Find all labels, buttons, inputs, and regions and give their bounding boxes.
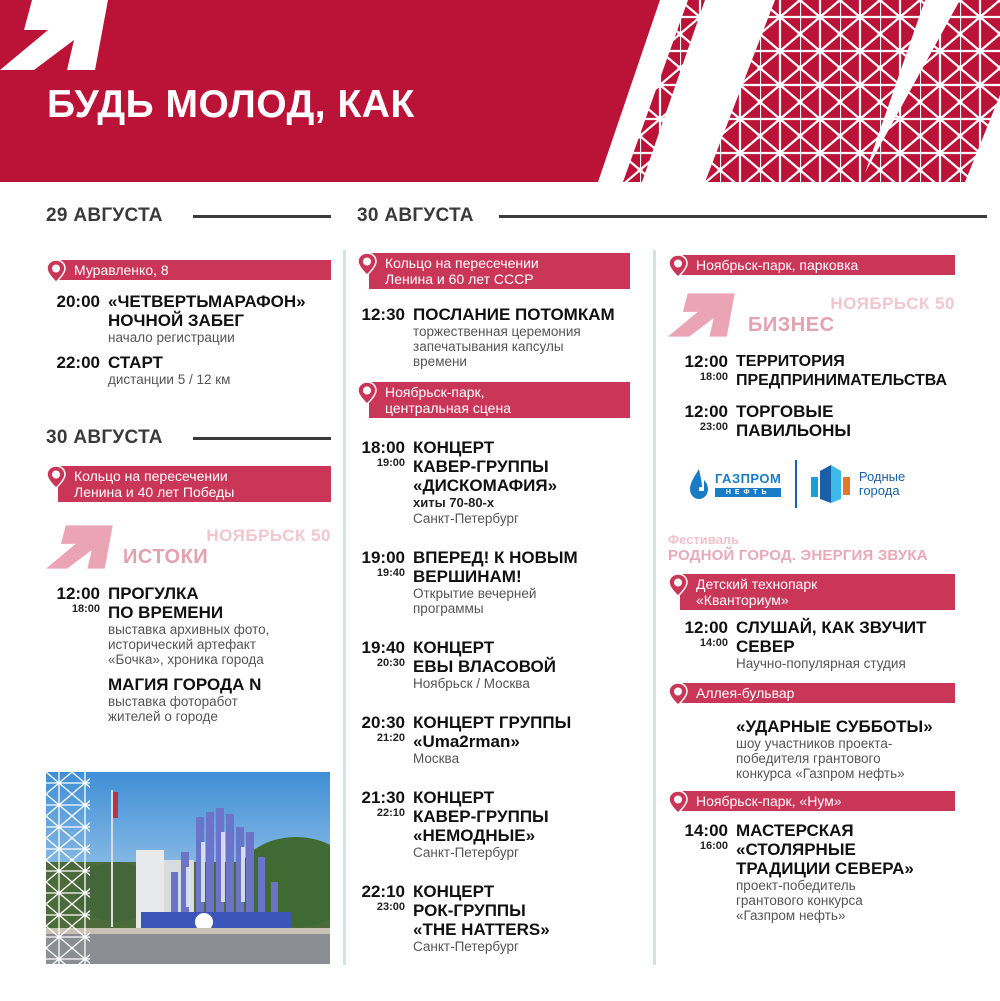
event-desc: выставка архивных фото, исторический артефакт «Бочка», хроника города xyxy=(108,622,270,667)
event-title: СЛУШАЙ, КАК ЗВУЧИТ СЕВЕР xyxy=(736,618,927,656)
event-end-time: 23:00 xyxy=(376,901,405,913)
rodnye-goroda-logo xyxy=(811,465,905,503)
event-title: МАСТЕРСКАЯ «СТОЛЯРНЫЕ ТРАДИЦИИ СЕВЕРА» xyxy=(736,821,914,878)
event-desc: Санкт-Петербург xyxy=(413,939,519,954)
event-end-time: 16:00 xyxy=(699,840,728,852)
date-heading-30 xyxy=(46,427,331,449)
event-item xyxy=(666,352,955,390)
event-item xyxy=(666,717,955,781)
event-item xyxy=(38,353,331,387)
column-divider-right xyxy=(653,250,656,965)
date-label: 29 АВГУСТА xyxy=(46,205,163,226)
event-desc: Открытие вечерней программы xyxy=(413,586,537,616)
event-start-time: 12:00 xyxy=(684,402,728,421)
ya-arrow-brand-icon xyxy=(46,524,114,570)
event-start-time: 12:00 xyxy=(56,584,100,603)
event-end-time: 21:20 xyxy=(376,732,405,744)
event-item xyxy=(38,292,331,345)
event-item xyxy=(343,788,630,860)
location-tag xyxy=(357,253,630,289)
event-desc: Научно-популярная студия xyxy=(736,656,906,671)
event-title: КОНЦЕРТ ГРУППЫ «Uma2rman» xyxy=(413,713,572,751)
location-tag xyxy=(668,791,955,811)
monument-photo xyxy=(46,772,330,964)
event-desc: Ноябрьск / Москва xyxy=(413,676,530,691)
event-title: КОНЦЕРТ ЕВЫ ВЛАСОВОЙ xyxy=(413,638,556,676)
location-tag xyxy=(668,683,955,703)
location-tag xyxy=(46,260,331,280)
event-end-time: 20:30 xyxy=(376,657,405,669)
location-pin-icon xyxy=(668,573,688,597)
location-label: Кольцо на пересечении Ленина и 60 лет СССР xyxy=(369,253,630,289)
date-label: 30 АВГУСТА xyxy=(46,427,163,448)
event-start-time: 18:00 xyxy=(361,438,405,457)
event-start-time: 22:00 xyxy=(56,353,100,372)
location-tag xyxy=(668,255,955,275)
brand-line1: НОЯБРЬСК 50 xyxy=(206,526,331,545)
event-desc: начало регистрации xyxy=(108,330,235,345)
location-tag xyxy=(357,382,630,418)
event-item xyxy=(38,675,331,724)
gazprom-flame-icon xyxy=(686,467,712,501)
location-label: Кольцо на пересечении Ленина и 40 лет Победы xyxy=(58,466,331,502)
header-banner xyxy=(0,0,1000,185)
date-label: 30 АВГУСТА xyxy=(357,205,474,226)
location-label: Ноябрьск-парк, «Нум» xyxy=(680,791,955,811)
event-desc: проект-победитель грантового конкурса «Газпром нефть» xyxy=(736,878,863,923)
location-pin-icon xyxy=(668,682,688,706)
festival-label: Фестиваль xyxy=(668,532,740,547)
location-tag xyxy=(46,466,331,502)
brand-istoki xyxy=(46,524,331,574)
event-desc: Москва xyxy=(413,751,460,766)
event-title: КОНЦЕРТ КАВЕР-ГРУППЫ «ДИСКОМАФИЯ» xyxy=(413,438,558,495)
column-right xyxy=(668,255,955,923)
rodnye-goroda-icon xyxy=(811,465,851,503)
event-start-time: 12:00 xyxy=(684,618,728,637)
location-label: Детский технопарк «Кванториум» xyxy=(680,574,955,610)
event-start-time: 14:00 xyxy=(684,821,728,840)
location-label: Муравленко, 8 xyxy=(58,260,331,280)
date-rule xyxy=(193,437,331,440)
gazprom-neft-logo xyxy=(686,467,781,501)
event-start-time: 12:30 xyxy=(361,305,405,324)
event-desc: Санкт-Петербург xyxy=(413,845,519,860)
date-rule xyxy=(499,215,987,218)
monument-photo-image xyxy=(46,772,330,964)
gazprom-name: ГАЗПРОМ xyxy=(715,470,782,486)
event-title: «УДАРНЫЕ СУББОТЫ» xyxy=(736,717,933,736)
brand-line2: БИЗНЕС xyxy=(748,314,835,336)
event-start-time: 19:00 xyxy=(361,548,405,567)
location-label: Ноябрьск-парк, центральная сцена xyxy=(369,382,630,418)
location-pin-icon xyxy=(668,254,688,278)
festival-title: РОДНОЙ ГОРОД. ЭНЕРГИЯ ЗВУКА xyxy=(668,547,928,564)
location-label: Ноябрьск-парк, парковка xyxy=(680,255,955,275)
ya-arrow-brand-icon xyxy=(668,292,736,338)
column-middle xyxy=(357,253,630,954)
logo-divider xyxy=(795,460,797,508)
event-item xyxy=(343,638,630,691)
location-pin-icon xyxy=(357,252,377,276)
location-pin-icon xyxy=(46,465,66,489)
event-end-time: 18:00 xyxy=(71,603,100,615)
event-item xyxy=(343,305,630,369)
date-rule xyxy=(193,215,331,218)
event-item xyxy=(343,882,630,954)
location-pin-icon xyxy=(46,259,66,283)
event-title: ТЕРРИТОРИЯ ПРЕДПРИНИМАТЕЛЬСТВА xyxy=(736,353,948,389)
date-heading-29 xyxy=(46,205,331,227)
header-title: БУДЬ МОЛОД, КАК xyxy=(47,83,415,126)
location-label: Аллея-бульвар xyxy=(680,683,955,703)
event-title: СТАРТ xyxy=(108,353,163,372)
event-title: МАГИЯ ГОРОДА N xyxy=(108,675,262,694)
column-left xyxy=(46,205,331,724)
event-desc: шоу участников проекта- победителя грантового конкурса «Газпром нефть» xyxy=(736,736,905,781)
date-heading-30-main xyxy=(357,205,987,227)
event-subtitle: хиты 70-80-х xyxy=(413,495,495,510)
gazprom-subname: НЕФТЬ xyxy=(715,488,781,497)
event-start-time: 20:00 xyxy=(56,292,100,311)
event-title: ПРОГУЛКА ПО ВРЕМЕНИ xyxy=(108,584,224,622)
event-desc: торжественная церемония запечатывания капсулы времени xyxy=(413,324,581,369)
event-title: КОНЦЕРТ КАВЕР-ГРУППЫ «НЕМОДНЫЕ» xyxy=(413,788,549,845)
event-desc: дистанции 5 / 12 км xyxy=(108,372,231,387)
event-desc: выставка фоторабот жителей о городе xyxy=(108,694,238,724)
event-start-time: 20:30 xyxy=(361,713,405,732)
event-end-time: 14:00 xyxy=(699,637,728,649)
location-tag xyxy=(668,574,955,610)
event-end-time: 22:10 xyxy=(376,807,405,819)
event-item xyxy=(666,821,955,923)
event-item xyxy=(666,618,955,671)
location-pin-icon xyxy=(668,790,688,814)
event-end-time: 23:00 xyxy=(699,421,728,433)
brand-line2: ИСТОКИ xyxy=(123,546,209,568)
brand-biznes xyxy=(668,292,955,342)
event-start-time: 12:00 xyxy=(684,352,728,371)
rodnye-line1: Родные xyxy=(858,469,906,484)
ya-arrow-logo-icon xyxy=(0,0,110,70)
location-pin-icon xyxy=(357,381,377,405)
event-start-time: 19:40 xyxy=(361,638,405,657)
event-title: «ЧЕТВЕРТЬМАРАФОН» НОЧНОЙ ЗАБЕГ xyxy=(108,292,306,330)
event-title: ПОСЛАНИЕ ПОТОМКАМ xyxy=(413,305,615,324)
rodnye-line2: города xyxy=(858,483,900,498)
event-title: ВПЕРЕД! К НОВЫМ ВЕРШИНАМ! xyxy=(413,548,578,586)
brand-line1: НОЯБРЬСК 50 xyxy=(830,294,955,313)
event-item xyxy=(343,548,630,616)
event-end-time: 18:00 xyxy=(699,371,728,383)
event-item xyxy=(343,713,630,766)
event-end-time: 19:00 xyxy=(376,457,405,469)
event-title: ТОРГОВЫЕ ПАВИЛЬОНЫ xyxy=(736,402,852,440)
event-item xyxy=(666,402,955,440)
event-start-time: 21:30 xyxy=(361,788,405,807)
event-title: КОНЦЕРТ РОК-ГРУППЫ «THE HATTERS» xyxy=(413,882,550,939)
middle-date-heading-wrap xyxy=(357,205,987,227)
event-end-time: 19:40 xyxy=(376,567,405,579)
event-start-time: 22:10 xyxy=(361,882,405,901)
event-item xyxy=(343,438,630,526)
event-desc: Санкт-Петербург xyxy=(413,511,519,526)
event-item xyxy=(38,584,331,667)
partner-logos xyxy=(686,454,955,514)
